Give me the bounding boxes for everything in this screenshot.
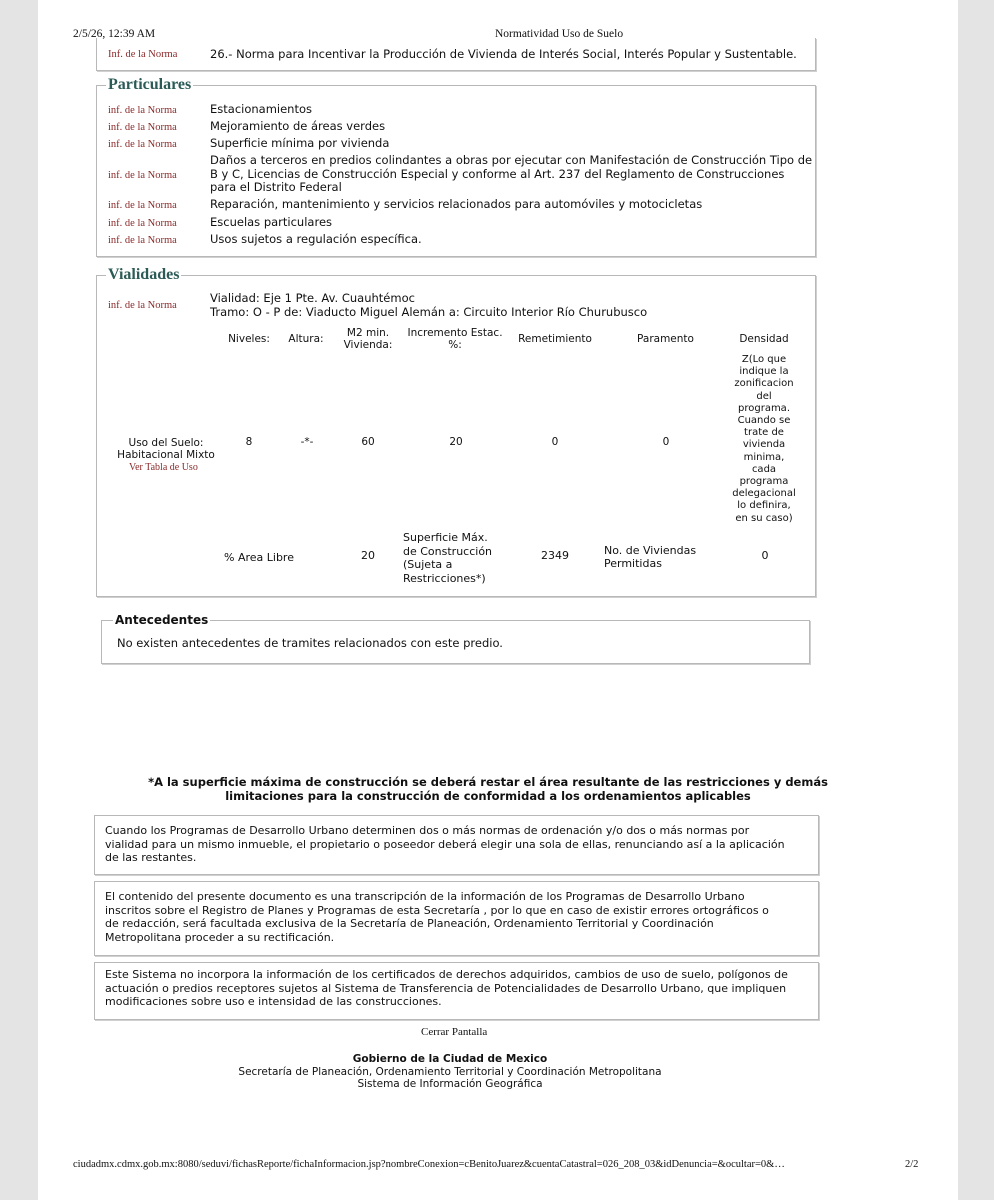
header-line: %:: [448, 339, 462, 351]
aviso-text: [105, 968, 788, 1009]
print-page-number: 2/2: [905, 1159, 919, 1170]
aviso-line: El contenido del presente documento es una transcripción de la información de los Programas de Desarrollo Urbano: [105, 890, 745, 903]
antecedentes-text: No existen antecedentes de tramites relacionados con este predio.: [117, 636, 503, 650]
densidad-line: vivienda: [742, 439, 786, 451]
aviso-line: Metropolitana proceder a su rectificación.: [105, 930, 335, 944]
value-niveles: 8: [245, 436, 253, 448]
aviso-line: de las restantes.: [105, 851, 197, 864]
sup-max-line: Superficie Máx.: [403, 531, 488, 544]
value-densidad: [722, 354, 806, 525]
particulares-item: Reparación, mantenimiento y servicios relacionados para automóviles y motocicletas: [210, 197, 703, 211]
value-sup-max: 2349: [541, 549, 569, 562]
footer-secretaria: Secretaría de Planeación, Ordenamiento Territorial y Coordinación Metropolitana: [238, 1065, 662, 1078]
particulares-norma-link[interactable]: inf. de la Norma: [108, 235, 177, 246]
densidad-line: cada: [751, 463, 777, 475]
densidad-line: Cuando se: [737, 415, 791, 427]
particulares-legend: Particulares: [108, 76, 192, 93]
value-m2: 60: [361, 436, 375, 448]
print-datetime: 2/5/26, 12:39 AM: [73, 28, 156, 40]
area-libre-label: % Area Libre: [224, 551, 294, 564]
nota-line: *A la superficie máxima de construcción se deberá restar el área resultante de las restricciones y demás: [148, 775, 828, 789]
densidad-line: en su caso): [735, 512, 793, 524]
vialidades-legend: Vialidades: [108, 266, 180, 283]
header-m2-vivienda: [334, 327, 402, 351]
densidad-line: minima,: [743, 451, 785, 463]
ver-tabla-uso-link[interactable]: Ver Tabla de Uso: [129, 462, 198, 473]
densidad-line: del: [756, 390, 772, 402]
aviso-line: de redacción, será facultada exclusiva de la Secretaría de Planeación, Ordenamiento Territorial y Coordinación: [105, 917, 714, 930]
header-incremento: [400, 327, 510, 351]
sup-max-line: Restricciones*): [403, 571, 486, 585]
vialidad-tramo: Tramo: O - P de: Viaducto Miguel Alemán a: Circuito Interior Río Churubusco: [210, 305, 648, 319]
vialidad-name: Vialidad: Eje 1 Pte. Av. Cuauhtémoc: [210, 291, 415, 305]
particulares-item: [210, 154, 812, 195]
particulares-norma-link[interactable]: inf. de la Norma: [108, 105, 177, 116]
sup-max-line: de Construcción: [403, 544, 493, 558]
nota-superficie: [98, 775, 878, 803]
print-url: ciudadmx.cdmx.gob.mx:8080/seduvi/fichasReporte/fichaInformacion.jsp?nombreConexion=cBenitoJuarez&cuentaCatastral=026_208_03&idDenuncia=&ocultar=0&…: [73, 1159, 785, 1170]
aviso-text: [105, 824, 785, 865]
footer-gobierno: Gobierno de la Ciudad de Mexico: [352, 1053, 548, 1065]
value-incremento: 20: [449, 436, 463, 448]
particulares-norma-link[interactable]: inf. de la Norma: [108, 218, 177, 229]
particulares-item-line: para el Distrito Federal: [210, 180, 342, 194]
densidad-line: lo definira,: [737, 500, 791, 512]
densidad-line: indique la: [739, 366, 789, 378]
aviso-line: inscritos sobre el Registro de Planes y Programas de esta Secretaría , por lo que en caso de existir errores ortográficos o: [105, 903, 769, 917]
particulares-norma-link[interactable]: inf. de la Norma: [108, 139, 177, 150]
norma-info-link[interactable]: Inf. de la Norma: [108, 49, 178, 60]
print-title: Normatividad Uso de Suelo: [495, 28, 624, 40]
header-densidad: Densidad: [739, 333, 789, 345]
uso-line: Habitacional Mixto: [117, 449, 215, 461]
antecedentes-legend: Antecedentes: [115, 613, 209, 627]
aviso-line: Este Sistema no incorpora la información de los certificados de derechos adquiridos, cambios de uso de suelo, polígonos de: [105, 968, 788, 981]
value-paramento: 0: [662, 436, 670, 448]
footer-sistema: Sistema de Información Geográfica: [357, 1078, 543, 1090]
viviendas-line: No. de Viviendas: [604, 544, 697, 557]
particulares-item: Escuelas particulares: [210, 215, 333, 229]
particulares-norma-link[interactable]: inf. de la Norma: [108, 122, 177, 133]
norma-text: 26.- Norma para Incentivar la Producción de Vivienda de Interés Social, Interés Popular y Sustentable.: [210, 47, 797, 61]
footer: [188, 1053, 712, 1091]
particulares-item: Estacionamientos: [210, 102, 313, 116]
aviso-line: actuación o predios receptores sujetos al Sistema de Transferencia de Potencialidades de Desarrollo Urbano, que impliquen: [105, 981, 787, 995]
particulares-norma-link[interactable]: inf. de la Norma: [108, 200, 177, 211]
densidad-line: programa: [739, 476, 789, 488]
densidad-line: programa.: [738, 402, 790, 414]
particulares-item-line: B y C, Licencias de Construcción Especial y conforme al Art. 237 del Reglamento de Construcciones: [210, 166, 785, 181]
header-line: M2 min.: [346, 327, 390, 339]
sup-max-line: (Sujeta a: [403, 558, 453, 571]
aviso-text: [105, 890, 769, 944]
aviso-line: modificaciones sobre uso e intensidad de las construcciones.: [105, 995, 442, 1008]
densidad-line: Z(Lo que: [741, 354, 787, 365]
value-area-libre: 20: [361, 549, 375, 562]
value-remetimiento: 0: [551, 436, 559, 448]
header-line: Incremento Estac.: [407, 327, 503, 339]
particulares-norma-link[interactable]: inf. de la Norma: [108, 170, 177, 181]
aviso-line: Cuando los Programas de Desarrollo Urbano determinen dos o más normas de ordenación y/o dos o más normas por: [105, 824, 750, 837]
value-altura: -*-: [300, 436, 314, 448]
nota-line: limitaciones para la construcción de conformidad a los ordenamientos aplicables: [225, 789, 751, 803]
particulares-item: Mejoramiento de áreas verdes: [210, 119, 386, 133]
particulares-item: Superficie mínima por vivienda: [210, 136, 390, 150]
cerrar-pantalla-link[interactable]: Cerrar Pantalla: [421, 1026, 488, 1038]
uso-del-suelo: [106, 437, 226, 461]
header-remetimiento: Remetimiento: [518, 333, 592, 345]
header-niveles: Niveles:: [228, 333, 270, 345]
densidad-line: zonificacion: [734, 378, 794, 390]
header-line: Vivienda:: [343, 339, 393, 351]
particulares-item: Usos sujetos a regulación específica.: [210, 232, 422, 246]
viviendas-label: [604, 544, 724, 570]
header-paramento: Paramento: [637, 333, 694, 345]
densidad-line: delegacional: [732, 488, 796, 500]
value-viviendas: 0: [761, 549, 769, 562]
print-page: [38, 0, 958, 1200]
header-altura: Altura:: [288, 333, 324, 345]
particulares-item-line: Daños a terceros en predios colindantes a obras por ejecutar con Manifestación de Construcción Tipo de: [210, 153, 813, 167]
sup-max-label: [403, 531, 513, 585]
vialidades-norma-link[interactable]: inf. de la Norma: [108, 300, 177, 311]
aviso-line: vialidad para un mismo inmueble, el propietario o poseedor deberá elegir una sola de ellas, renunciando así a la aplicación: [105, 837, 785, 851]
densidad-line: trate de: [744, 427, 784, 439]
viviendas-line: Permitidas: [604, 557, 662, 570]
uso-line: Uso del Suelo:: [128, 437, 204, 449]
